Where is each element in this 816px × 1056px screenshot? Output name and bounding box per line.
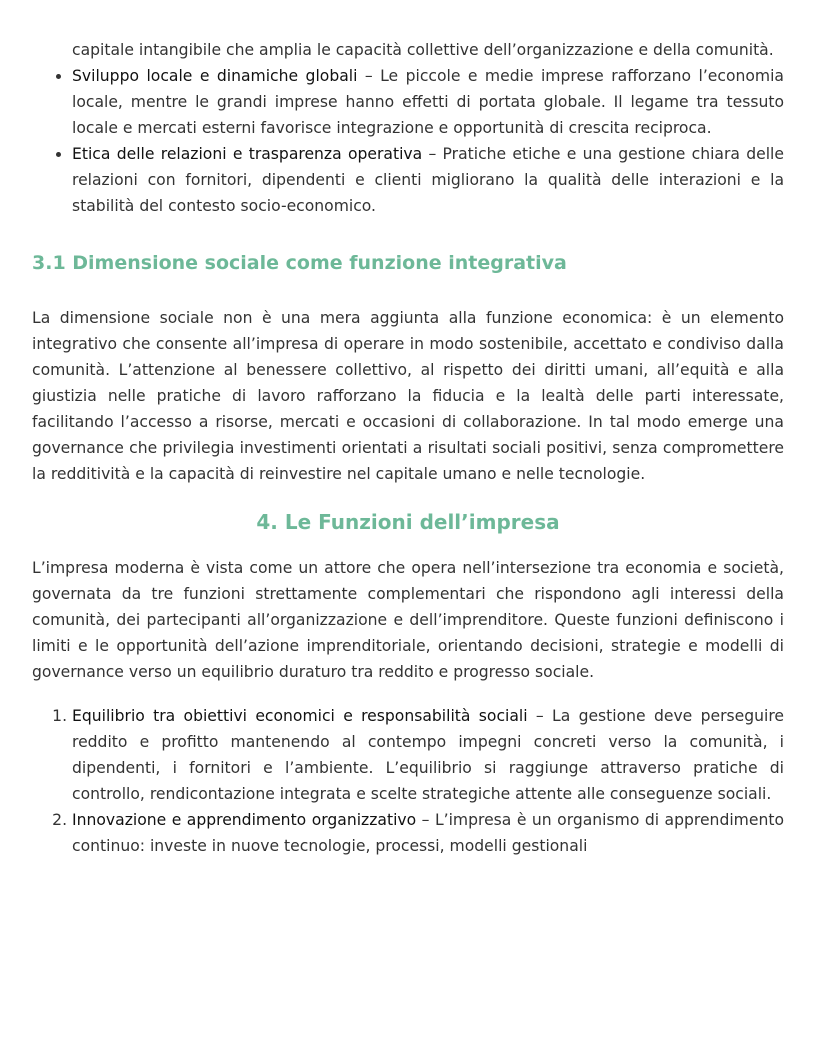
section-heading: 4. Le Funzioni dell’impresa (256, 510, 560, 534)
bullet-list (32, 63, 784, 219)
list-item-term: Equilibrio tra obiettivi economici e responsabilità sociali (72, 707, 528, 725)
list-item (72, 703, 784, 807)
list-item-text: – L’impresa è un organismo di apprendimento continuo: investe in nuove tecnologie, processi, modelli gestionali (72, 811, 784, 855)
list-item-term: Etica delle relazioni e trasparenza operativa (72, 145, 423, 163)
list-item (72, 63, 784, 141)
section-paragraph: L’impresa moderna è vista come un attore che opera nell’intersezione tra economia e società, governata da tre funzioni strettamente complementari che rispondono agli interessi della comunità, dei partecipanti all’organizzazione e dell’imprenditore. Queste funzioni definiscono i limiti e le opportunità dell’azione imprenditoriale, orientando decisioni, strategie e modelli di governance verso un equilibrio duraturo tra reddito e progresso sociale. (32, 559, 784, 681)
list-item-term: Innovazione e apprendimento organizzativo (72, 811, 417, 829)
list-item-text: – Le piccole e medie imprese rafforzano l’economia locale, mentre le grandi imprese hanno effetti di portata globale. Il legame tra tessuto locale e mercati esterni favorisce integrazione e opportunità di crescita reciproca. (72, 67, 784, 137)
subsection-paragraph: La dimensione sociale non è una mera aggiunta alla funzione economica: è un elemento integrativo che consente all’impresa di operare in modo sostenibile, accettato e condiviso dalla comunità. L’attenzione al benessere collettivo, al rispetto dei diritti umani, all’equità e alla giustizia nelle pratiche di lavoro rafforzano la fiducia e la lealtà delle parti interessate, facilitando l’accesso a risorse, mercati e occasioni di collaborazione. In tal modo emerge una governance che privilegia investimenti orientati a risultati sociali positivi, senza compromettere la redditività e la capacità di reinvestire nel capitale umano e nelle tecnologie. (32, 309, 784, 483)
bullet-list-continuation (32, 37, 784, 63)
list-item-continuation: capitale intangibile che amplia le capacità collettive dell’organizzazione e della comunità. (72, 41, 774, 59)
list-item-text: – La gestione deve perseguire reddito e profitto mantenendo al contempo impegni concreti verso la comunità, i dipendenti, i fornitori e l’ambiente. L’equilibrio si raggiunge attraverso pratiche di controllo, rendicontazione integrata e scelte strategiche attente alle conseguenze sociali. (72, 707, 784, 803)
document-page (32, 37, 784, 859)
list-item (72, 807, 784, 859)
subsection-heading: 3.1 Dimensione sociale come funzione integrativa (32, 252, 567, 274)
list-item-text: – Pratiche etiche e una gestione chiara delle relazioni con fornitori, dipendenti e clienti migliorano la qualità delle interazioni e la stabilità del contesto socio-economico. (72, 145, 784, 215)
list-item (72, 141, 784, 219)
numbered-list (32, 703, 784, 859)
list-item-term: Sviluppo locale e dinamiche globali (72, 67, 358, 85)
